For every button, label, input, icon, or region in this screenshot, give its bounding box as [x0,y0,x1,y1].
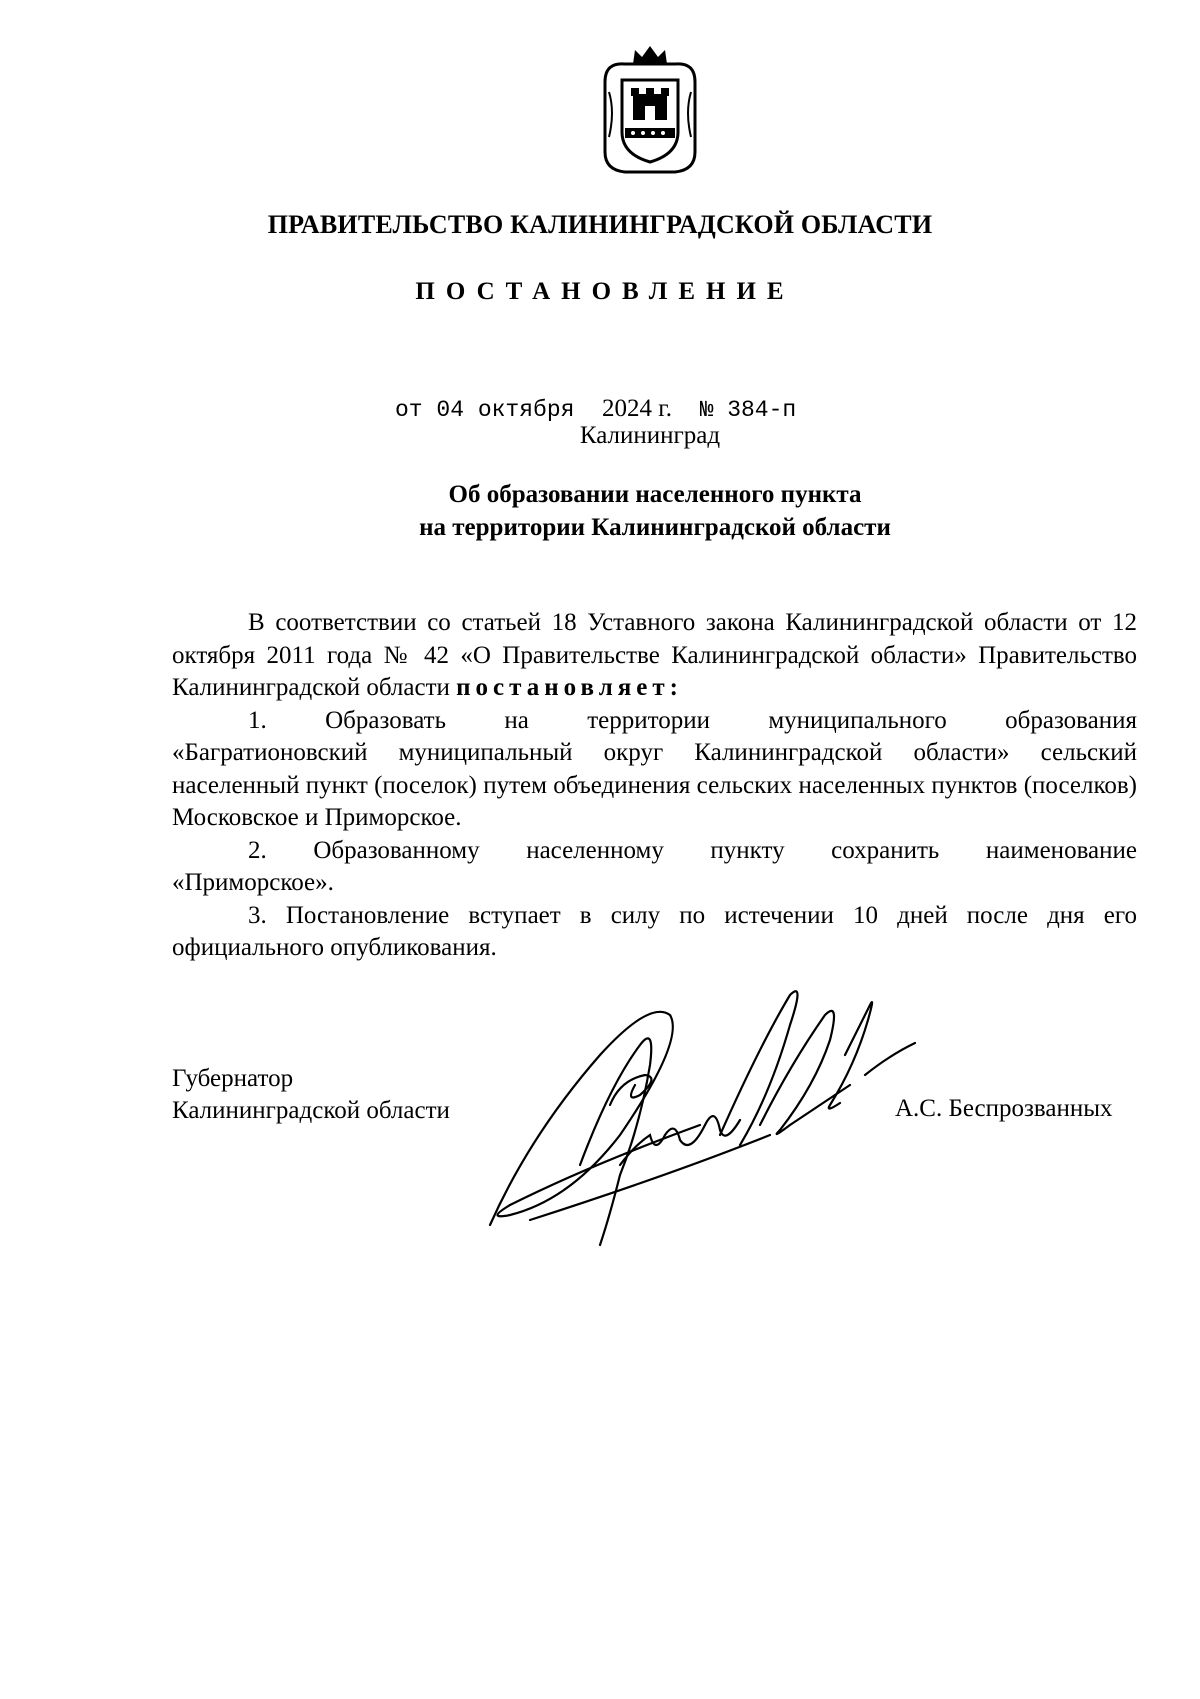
doc-subject [0,478,1200,544]
resolves-word: постановляет: [456,674,683,701]
item-3-paragraph: 3. Постановление вступает в силу по истечении 10 дней после дня его официального опубликования. [172,901,1137,961]
subject-line: Об образовании населенного пункта [448,481,862,508]
item-2-rest: «Приморское». [172,869,334,896]
doc-body [172,607,1137,965]
doc-number: № 384-п [699,397,797,423]
organization-title: ПРАВИТЕЛЬСТВО КАЛИНИНГРАДСКОЙ ОБЛАСТИ [267,210,933,239]
subject-line: на территории Калининградской области [419,514,891,541]
document-type: ПОСТАНОВЛЕНИЕ [415,278,795,305]
doc-date: от 04 октября [395,397,575,423]
signatory-position [172,1063,450,1127]
signatory-name: А.С. Беспрозванных [895,1095,1113,1122]
doc-year: 2024 г. [602,395,672,422]
preamble-text: В соответствии со статьей 18 Уставного закона Калининградской области от 12 октября 2011 года № 42 «О Правительстве Калининградской области» Правительство Калининградской области [172,609,1137,701]
handwritten-signature [470,985,950,1250]
doc-city: Калининград [579,422,721,449]
item-1-rest: «Багратионовский муниципальный округ Калининградской области» сельский населенный пункт (поселок) путем объединения сельских населенных пунктов (поселков) Московское и Приморское. [172,739,1137,831]
coat-of-arms-icon [595,42,705,177]
preamble-paragraph [172,607,1137,705]
item-2-lead: 2. Образованному населенному пункту сохранить наименование [248,836,1137,864]
item-1-lead: 1. Образовать на территории муниципального образования [248,706,1137,734]
position-line: Калининградской области [172,1097,450,1124]
position-line: Губернатор [172,1065,294,1092]
date-number-line [395,395,796,423]
